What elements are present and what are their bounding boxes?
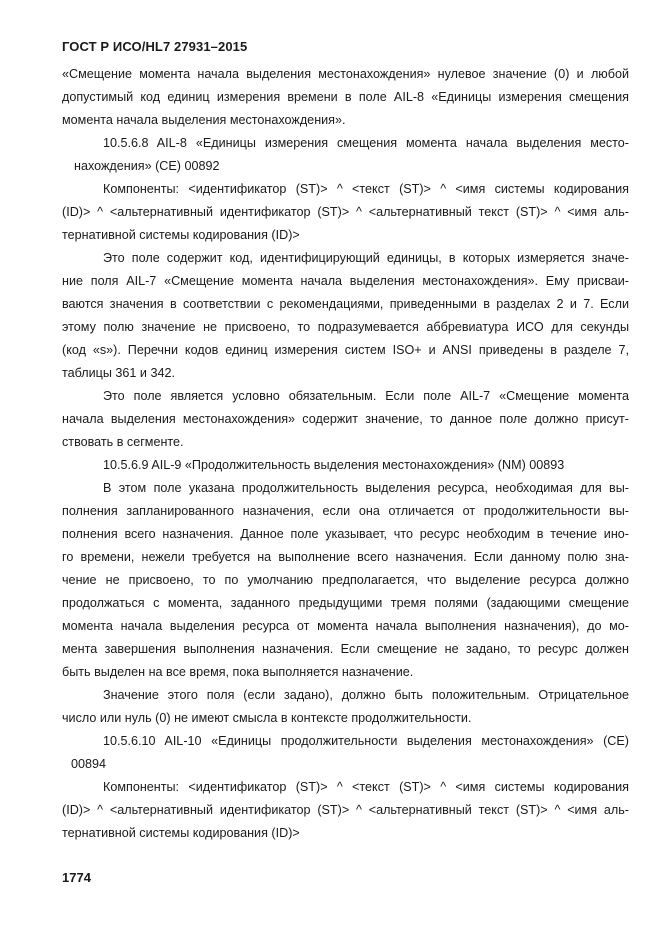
text-line: начала выделения местонахождения» содержит значение, то данное поле должно присут- xyxy=(62,412,629,426)
text-line: тернативной системы кодирования (ID)> xyxy=(62,826,300,840)
text-line: момента начала выделения ресурса от момента начала выполнения назначения), до мо- xyxy=(62,619,629,633)
document-body xyxy=(62,63,629,845)
text-line: чение не присвоено, то по умолчанию предполагается, что выделение ресурса должно xyxy=(62,573,629,587)
text-line: В этом поле указана продолжительность выделения ресурса, необходимая для вы- xyxy=(103,481,629,495)
document-header: ГОСТ Р ИСО/HL7 27931–2015 xyxy=(62,39,248,54)
text-line: допустимый код единиц измерения времени в поле AIL-8 «Единицы измерения смещения xyxy=(62,90,629,104)
text-line: Это поле является условно обязательным. Если поле AIL-7 «Смещение момента xyxy=(103,389,629,403)
section-heading-10-5-6-8-cont: нахождения» (CE) 00892 xyxy=(74,159,220,173)
page-number: 1774 xyxy=(62,870,91,885)
section-heading-10-5-6-9: 10.5.6.9 AIL-9 «Продолжительность выделения местонахождения» (NM) 00893 xyxy=(103,458,565,472)
text-line: (ID)> ^ <альтернативный идентификатор (ST)> ^ <альтернативный текст (ST)> ^ <имя аль- xyxy=(62,803,629,817)
text-line: число или нуль (0) не имеют смысла в контексте продолжительности. xyxy=(62,711,472,725)
text-line: Значение этого поля (если задано), должно быть положительным. Отрицательное xyxy=(103,688,629,702)
text-line: полнения запланированного назначения, если она отличается от продолжительности вы- xyxy=(62,504,629,518)
text-line: мента завершения выполнения назначения. Если смещение не задано, то ресурс должен xyxy=(62,642,629,656)
text-line: Компоненты: <идентификатор (ST)> ^ <текст (ST)> ^ <имя системы кодирования xyxy=(103,780,629,794)
section-heading-10-5-6-10: 10.5.6.10 AIL-10 «Единицы продолжительности выделения местонахождения» (CE) xyxy=(103,734,629,748)
text-line: ствовать в сегменте. xyxy=(62,435,184,449)
text-line: этому полю значение не присвоено, то подразумевается аббревиатура ИСО для секунды xyxy=(62,320,629,334)
text-line: го времени, нежели требуется на выполнение всего назначения. Если данному полю зна- xyxy=(62,550,629,564)
text-line: Компоненты: <идентификатор (ST)> ^ <текст (ST)> ^ <имя системы кодирования xyxy=(103,182,629,196)
text-line: «Смещение момента начала выделения местонахождения» нулевое значение (0) и любой xyxy=(62,67,629,81)
text-line: (код «s»). Перечни кодов единиц измерения систем ISO+ и ANSI приведены в разделе 7, xyxy=(62,343,629,357)
text-line: продолжаться с момента, заданного предыдущими тремя полями (задающими смещение xyxy=(62,596,629,610)
section-heading-10-5-6-8: 10.5.6.8 AIL-8 «Единицы измерения смещения момента начала выделения место- xyxy=(103,136,629,150)
text-line: тернативной системы кодирования (ID)> xyxy=(62,228,300,242)
text-line: Это поле содержит код, идентифицирующий единицы, в которых измеряется значе- xyxy=(103,251,629,265)
text-line: таблицы 361 и 342. xyxy=(62,366,175,380)
text-line: ние поля AIL-7 «Смещение момента начала выделения местонахождения». Ему присваи- xyxy=(62,274,629,288)
text-line: ваются значения в соответствии с рекомендациями, приведенными в разделах 2 и 7. Если xyxy=(62,297,629,311)
text-line: (ID)> ^ <альтернативный идентификатор (ST)> ^ <альтернативный текст (ST)> ^ <имя аль- xyxy=(62,205,629,219)
text-line: момента начала выделения местонахождения». xyxy=(62,113,346,127)
text-line: быть выделен на все время, пока выполняется назначение. xyxy=(62,665,414,679)
text-line: полнения всего назначения. Данное поле указывает, что ресурс необходим в течение ино- xyxy=(62,527,629,541)
section-heading-10-5-6-10-cont: 00894 xyxy=(71,757,107,771)
